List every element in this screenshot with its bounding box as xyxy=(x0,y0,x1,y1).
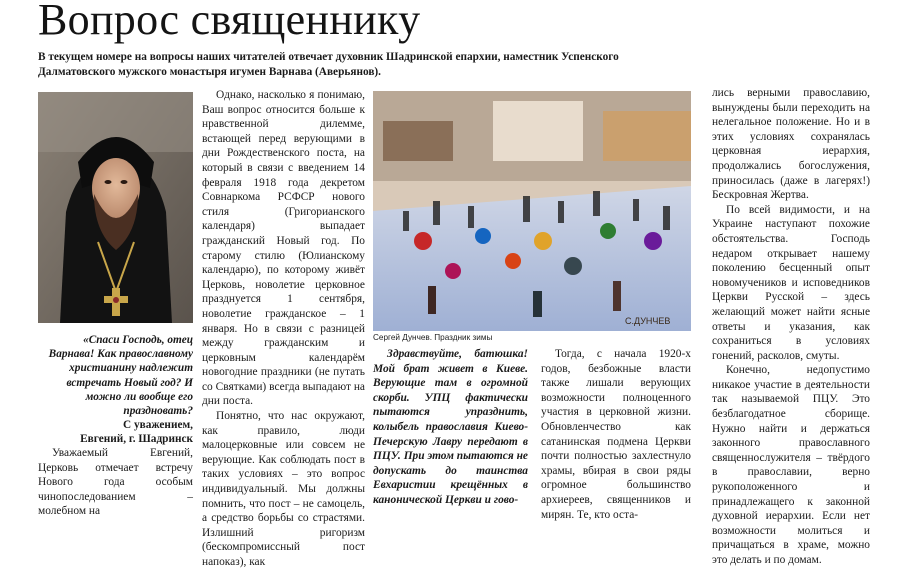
painting-signature: С.ДУНЧЕВ xyxy=(625,316,671,326)
column3-paragraph: Здравствуйте, батюшка! Мой брат живет в Киеве. Верующие там в огромной скорби. УПЦ фактически пытаются упразднить, колыбель православия Киево-Печерскую Лавру передают в ПЦУ. При этом пытаются не допускать до таинства Евхаристии крещённых в канонической Церкви и гово- xyxy=(373,348,528,506)
intro-text: В текущем номере на вопросы наших читателей отвечает духовник Шадринской епархии, наместник Успенского Далматовского мужского монастыря игумен Варнава (Аверьянов). xyxy=(38,51,619,78)
reader-question-text: «Спаси Господь, отец Варнава! Как православному христианину надлежит встречать Новый год? И можно ли вообще его праздновать? xyxy=(48,334,193,418)
painting-caption: Сергей Дунчев. Праздник зимы xyxy=(373,333,493,342)
text-column-2 xyxy=(202,88,365,568)
column5-paragraph: Конечно, недопустимо никакое участие в деятельности так называемой ПЦУ. Это безблагодатное сборище. Нужно найти и держаться законного православного священнослужителя – твёрдого в православии, верно рукоположенного и принадлежащего к законной духовной иерархии. Если нет возможности молиться и причащаться в храме, можно это делать и по домам. xyxy=(712,364,870,566)
column5-paragraph: лись верными православию, вынуждены были переходить на нелегальное положение. Но и в этих условиях сохранялась церковная иерархия, продолжались богослужения, приносилась (даже в лагерях!) Бескровная Жертва. xyxy=(712,87,870,202)
reader-closing: С уважением, xyxy=(123,419,193,432)
column4-paragraph: Тогда, с начала 1920-х годов, безбожные власти также лишали верующих возможности полноценного участия в церковной жизни. Обновленчество как сатанинская подмена Церкви почти полностью захлестнуло храмы, вбирая в свои ряды огромное большинство архиереев, священников и мирян. Те, кто оста- xyxy=(541,348,691,521)
text-column-3 xyxy=(373,347,528,506)
reader-question xyxy=(38,333,193,447)
priest-portrait xyxy=(38,92,193,323)
text-column-4 xyxy=(541,347,691,521)
answer-start-paragraph: Уважаемый Евгений, Церковь отмечает встречу Нового года особым чинопоследованием – молебном на xyxy=(38,447,193,518)
column2-paragraph: Понятно, что нас окружают, как правило, люди малоцерковные или совсем не верующие. Как соблюдать пост в таких условиях – это вопрос индивидуальный. Мы должны помнить, что пост – не самоцель, а средство борьбы со страстями. Излишний ригоризм (бескомпромиссный пост напоказ), как xyxy=(202,410,365,568)
text-column-5 xyxy=(712,86,870,566)
page-title: Вопрос священнику xyxy=(38,0,421,44)
column5-paragraph: По всей видимости, и на Украине наступают похожие обстоятельства. Господь недаром открывает нашему поколению бесценный опыт новомучеников и исповедников Церкви Русской – здесь желающий может найти ясные ответы и указания, как сохраниться в условиях гонений, расколов, смуты. xyxy=(712,203,870,362)
answer-start xyxy=(38,446,193,519)
reader-signature: Евгений, г. Шадринск xyxy=(80,433,193,446)
column2-paragraph: Однако, насколько я понимаю, Ваш вопрос относится больше к нравственной дилемме, встающей перед верующими в дни Рождественского поста, на который в связи с введением 14 февраля 1918 года декретом Совнаркома РСФСР нового стиля (Григорианского календаря) выпадает гражданский Новый год. По старому стилю (Юлианскому календарю), по которому живёт Церковь, новолетие церковное празднуется 1 сентября, новолетие гражданское – 1 января. Но в связи с разницей между гражданским и церковным календарём новогодние праздники (не путать со Святками) всегда выпадают на дни поста. xyxy=(202,89,365,408)
winter-painting xyxy=(373,91,691,331)
